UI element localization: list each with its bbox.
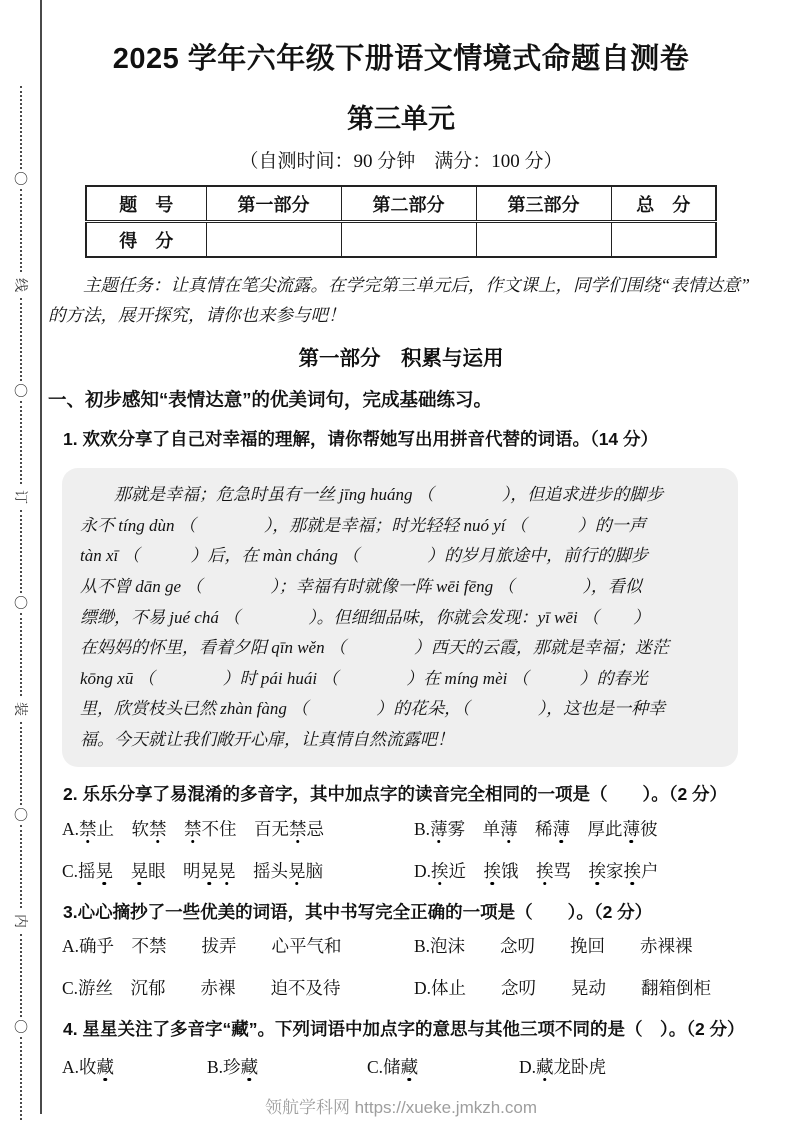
score-table-score-row (86, 222, 716, 258)
q3-stem: 3.心心摘抄了一些优美的词语，其中书写完全正确的一项是（ ）。（2 分） (63, 901, 653, 922)
q3-option-d: D.体止 念叨 晃动 翻箱倒柜 (414, 978, 712, 999)
binding-char-ding: 订 (13, 490, 29, 504)
q4-option-b: B.珍藏 (207, 1057, 259, 1078)
score-cell-part1 (206, 222, 341, 258)
binding-dotted-line (20, 189, 22, 272)
site-watermark: 领航学科网 https://xueke.jmkzh.com (264, 1097, 538, 1117)
q4-stem: 4. 星星关注了多音字“藏”。下列词语中加点字的意思与其他三项不同的是（ ）。（2 分） (63, 1018, 745, 1039)
binding-circle-mark: 〇 (14, 171, 28, 187)
binding-dotted-line (20, 934, 22, 1017)
score-cell-part3 (476, 222, 611, 258)
q2-option-d: D.挨近 挨饿 挨骂 挨家挨户 (414, 861, 659, 882)
score-header-part1: 第一部分 (206, 186, 341, 222)
q2-options (48, 816, 754, 885)
q3-option-a: A.确乎 不禁 拔弄 心平气和 (62, 936, 342, 957)
page-left-border-line (40, 0, 42, 1114)
passage-line: 在妈妈的怀里，看着夕阳 qīn wěn （ ）西天的云霞，那就是幸福；迷茫 (80, 638, 669, 658)
passage-line: 从不曾 dān ge （ ）；幸福有时就像一阵 wēi fēng （ ），看似 (80, 576, 642, 596)
theme-task-paragraph: 主题任务：让真情在笔尖流露。在学完第三单元后，作文课上，同学们围绕“表情达意”的方法，展开探究，请你也来参与吧！ (48, 275, 750, 325)
page-title: 2025 学年六年级下册语文情境式命题自测卷 (112, 43, 690, 75)
part1-heading: 第一部分 积累与运用 (298, 346, 504, 370)
binding-circle-mark: 〇 (14, 807, 28, 823)
binding-dotted-line (20, 825, 22, 908)
binding-char-zhuang: 装 (13, 702, 29, 716)
q3-option-c: C.游丝 沉郁 赤裸 迫不及待 (62, 978, 341, 999)
score-header-part2: 第二部分 (341, 186, 476, 222)
q2-stem: 2. 乐乐分享了易混淆的多音字，其中加点字的读音完全相同的一项是（ ）。（2 分） (63, 784, 728, 805)
exam-meta-line: （自测时间：90 分钟 满分：100 分） (239, 151, 563, 172)
score-header-part3: 第三部分 (476, 186, 611, 222)
score-row-label: 得 分 (86, 222, 206, 258)
q4-option-a: A.收藏 (62, 1057, 115, 1078)
score-header-question-number: 题 号 (86, 186, 206, 222)
score-cell-part2 (341, 222, 476, 258)
binding-circle-mark: 〇 (14, 595, 28, 611)
binding-circle-mark: 〇 (14, 383, 28, 399)
q4-option-c: C.储藏 (367, 1057, 419, 1078)
q1-pinyin-passage (62, 468, 738, 767)
passage-line: 那就是幸福；危急时虽有一丝 jīng huáng （ ），但追求进步的脚步 (80, 485, 664, 505)
passage-line: 永不 tíng dùn （ ），那就是幸福；时光轻轻 nuó yí （ ）的一声 (80, 515, 646, 535)
passage-line: 福。今天就让我们敞开心扉，让真情自然流露吧！ (80, 729, 454, 749)
passage-line: tàn xī （ ）后，在 màn cháng （ ）的岁月旅途中，前行的脚步 (80, 546, 649, 566)
score-table-header-row (86, 186, 716, 222)
q4-option-d: D.藏龙卧虎 (519, 1057, 607, 1078)
q2-option-a: A.禁止 软禁 禁不住 百无禁忌 (62, 819, 325, 840)
passage-line: 里，欣赏枝头已然 zhàn fàng （ ）的花朵，（ ），这也是一种幸 (80, 699, 666, 719)
unit-title: 第三单元 (347, 104, 455, 134)
binding-char-xian: 线 (13, 278, 29, 292)
binding-circle-mark: 〇 (14, 1019, 28, 1035)
passage-line: 缥缈，不易 jué chá （ ）。但细细品味，你就会发现：yī wēi （ ） (80, 607, 650, 627)
binding-dotted-line (20, 613, 22, 696)
q2-option-b: B.薄雾 单薄 稀薄 厚此薄彼 (414, 819, 658, 840)
q3-option-b: B.泡沫 念叨 挽回 赤裸裸 (414, 936, 693, 957)
binding-dotted-line (20, 86, 22, 169)
q2-option-c: C.摇晃 晃眼 明晃晃 摇头晃脑 (62, 861, 324, 882)
passage-line: kōng xū （ ）时 pái huái （ ）在 míng mèi （ ）的春光 (80, 668, 648, 688)
score-table (85, 185, 717, 258)
section-one-title: 一、初步感知“表情达意”的优美词句，完成基础练习。 (48, 388, 493, 410)
binding-dotted-line (20, 722, 22, 805)
score-cell-total (611, 222, 716, 258)
q4-options (48, 1054, 754, 1080)
q3-options (48, 933, 754, 1002)
binding-char-nei: 内 (13, 914, 29, 928)
binding-dotted-line (20, 401, 22, 484)
binding-dotted-line (20, 298, 22, 381)
binding-dotted-line (20, 510, 22, 593)
q1-stem: 1. 欢欢分享了自己对幸福的理解，请你帮她写出用拼音代替的词语。（14 分） (63, 428, 659, 449)
page-content (48, 0, 754, 1118)
score-header-total: 总 分 (611, 186, 716, 222)
binding-margin-strip (13, 86, 29, 1120)
binding-dotted-line (20, 1037, 22, 1120)
